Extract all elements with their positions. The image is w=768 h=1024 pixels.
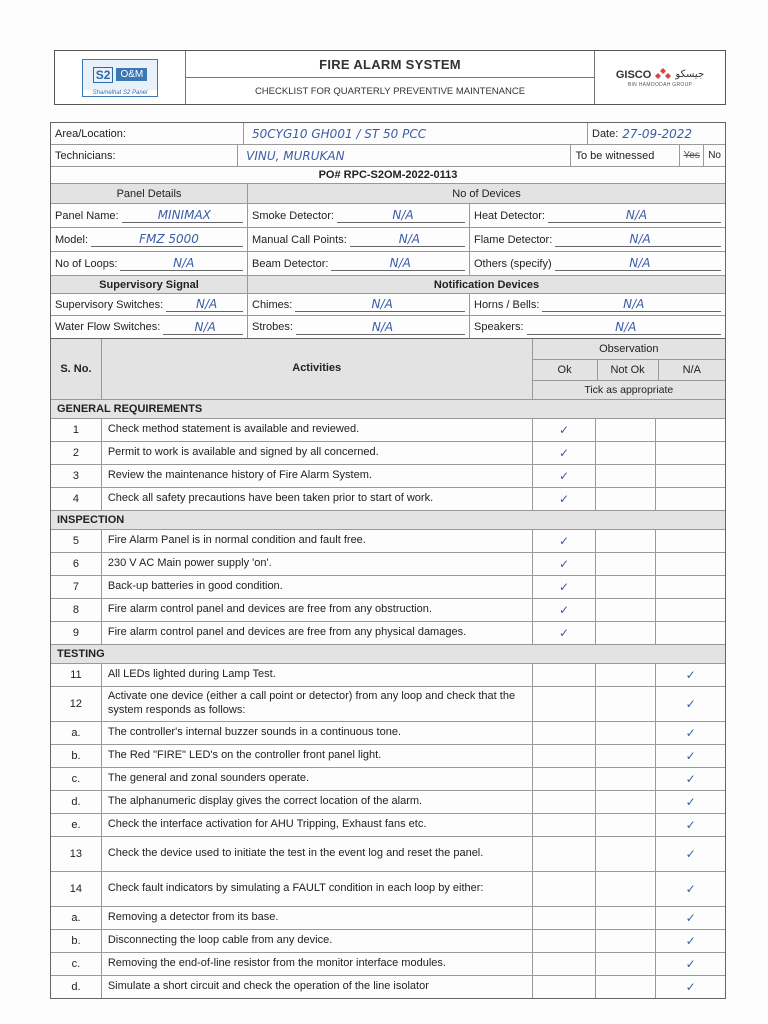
strobes-label: Strobes: (252, 321, 293, 333)
gisco-logo (594, 51, 725, 104)
activity-row (51, 488, 725, 511)
chimes-label: Chimes: (252, 298, 293, 311)
observation-header: Observation (533, 339, 725, 360)
activity-row (51, 976, 725, 998)
section-title: TESTING (51, 645, 725, 663)
smoke-detector-value: N/A (392, 208, 414, 222)
observation-ok-cell[interactable] (532, 722, 596, 744)
tick-icon: ✓ (685, 882, 696, 896)
activity-text: Fire alarm control panel and devices are free from any obstruction. (101, 599, 532, 621)
activity-text: Disconnecting the loop cable from any device. (101, 930, 532, 952)
activity-number: 9 (72, 627, 79, 639)
observation-ok-cell[interactable] (532, 488, 596, 510)
activity-number: 14 (69, 883, 83, 895)
observation-ok-cell[interactable] (532, 664, 596, 686)
tick-icon: ✓ (685, 697, 696, 711)
heat-detector-value: N/A (625, 208, 648, 222)
document-header (54, 50, 726, 105)
activity-row (51, 837, 725, 872)
activity-text: Fire alarm control panel and devices are free from any physical damages. (101, 622, 532, 644)
tick-icon: ✓ (558, 557, 570, 571)
observation-na-cell[interactable] (655, 814, 725, 836)
panel-name-label: Panel Name: (55, 209, 119, 222)
others-field[interactable] (469, 252, 725, 275)
activity-text: Check the interface activation for AHU Tripping, Exhaust fans etc. (101, 814, 532, 836)
observation-ok-cell[interactable] (532, 791, 596, 813)
activity-text: Removing the end-of-line resistor from the monitor interface modules. (101, 953, 532, 975)
activities-header: Activities (101, 339, 532, 399)
activities-table (50, 338, 726, 999)
tick-icon: ✓ (685, 847, 696, 861)
flame-detector-label: Flame Detector: (474, 233, 553, 246)
tick-icon: ✓ (558, 603, 570, 617)
tick-icon: ✓ (685, 772, 696, 786)
activity-number: 11 (70, 669, 82, 681)
observation-na-cell[interactable] (655, 599, 725, 621)
section-title: INSPECTION (51, 511, 725, 529)
activity-number: d. (71, 796, 81, 808)
observation-not-ok-cell[interactable] (595, 622, 655, 644)
water-flow-switches-value: N/A (194, 319, 216, 334)
observation-not-ok-cell[interactable] (595, 488, 655, 510)
activity-number: 7 (72, 581, 79, 593)
tick-icon: ✓ (558, 446, 570, 460)
activity-text: Check the device used to initiate the test in the event log and reset the panel. (101, 837, 532, 871)
tick-icon: ✓ (558, 534, 570, 548)
activity-number: 13 (69, 848, 83, 860)
speakers-field[interactable] (469, 316, 725, 338)
activity-row (51, 814, 725, 837)
activity-row (51, 442, 725, 465)
supervisory-switches-field[interactable] (51, 294, 247, 315)
observation-not-ok-cell[interactable] (595, 419, 655, 441)
supervisory-heading: Supervisory Signal (99, 278, 199, 291)
gisco-logo-word: GISCO (615, 68, 652, 81)
notification-heading: Notification Devices (247, 276, 725, 293)
tick-icon: ✓ (685, 726, 696, 740)
speakers-label: Speakers: (474, 321, 524, 333)
observation-not-ok-cell[interactable] (595, 872, 655, 906)
observation-ok-cell[interactable] (532, 687, 596, 721)
activity-row (51, 768, 725, 791)
activity-row (51, 953, 725, 976)
observation-not-ok-cell[interactable] (595, 530, 655, 552)
document-title: FIRE ALARM SYSTEM (186, 51, 594, 78)
observation-na-cell[interactable] (655, 953, 725, 975)
heat-detector-field[interactable] (469, 204, 725, 227)
om-logo-mark: S2 (93, 67, 114, 83)
observation-ok-cell[interactable] (532, 553, 596, 575)
horns-bells-label: Horns / Bells: (474, 298, 540, 311)
date-label: Date: (592, 127, 619, 140)
horns-bells-field[interactable] (469, 294, 725, 315)
activity-text: The alphanumeric display gives the correct location of the alarm. (101, 791, 532, 813)
loops-field[interactable] (51, 252, 247, 275)
na-header: N/A (658, 360, 725, 380)
section-title: GENERAL REQUIREMENTS (51, 400, 725, 418)
activity-text: Simulate a short circuit and check the operation of the line isolator (101, 976, 532, 998)
observation-not-ok-cell[interactable] (595, 745, 655, 767)
water-flow-switches-label: Water Flow Switches: (55, 321, 161, 333)
observation-na-cell[interactable] (655, 872, 725, 906)
observation-not-ok-cell[interactable] (595, 907, 655, 929)
observation-not-ok-cell[interactable] (595, 791, 655, 813)
observation-na-cell[interactable] (655, 768, 725, 790)
manual-call-points-field[interactable] (247, 228, 469, 251)
activity-number: a. (71, 912, 81, 924)
activity-row (51, 664, 725, 687)
tick-icon: ✓ (685, 934, 696, 948)
observation-na-cell[interactable] (655, 530, 725, 552)
activity-row (51, 687, 725, 722)
panel-name-value: MINIMAX (157, 208, 211, 222)
activity-text: Back-up batteries in good condition. (101, 576, 532, 598)
po-number: PO# RPC-S2OM-2022-0113 (318, 169, 458, 181)
activities-header-row (51, 339, 725, 400)
heat-detector-label: Heat Detector: (474, 209, 545, 222)
observation-ok-cell[interactable] (532, 814, 596, 836)
model-label: Model: (55, 233, 89, 246)
activity-text: All LEDs lighted during Lamp Test. (101, 664, 532, 686)
observation-not-ok-cell[interactable] (595, 930, 655, 952)
activity-text: Removing a detector from its base. (101, 907, 532, 929)
activity-number: c. (71, 958, 81, 970)
activity-text: The Red "FIRE" LED's on the controller front panel light. (101, 745, 532, 767)
beam-detector-value: N/A (389, 256, 411, 270)
activity-row (51, 791, 725, 814)
activity-number: d. (71, 981, 81, 993)
observation-na-cell[interactable] (655, 465, 725, 487)
activity-row (51, 745, 725, 768)
activity-number: e. (71, 819, 81, 831)
activity-row (51, 599, 725, 622)
area-field[interactable] (243, 123, 587, 144)
observation-ok-cell[interactable] (532, 576, 596, 598)
observation-not-ok-cell[interactable] (595, 722, 655, 744)
loops-value: N/A (173, 256, 195, 270)
technicians-label: Technicians: (55, 149, 116, 162)
area-label: Area/Location: (55, 127, 126, 140)
observation-ok-cell[interactable] (532, 419, 596, 441)
activity-row (51, 872, 725, 907)
technicians-value: VINU, MURUKAN (246, 148, 345, 163)
tick-icon: ✓ (685, 795, 696, 809)
activity-row (51, 465, 725, 488)
tick-icon: ✓ (558, 423, 570, 437)
ok-header: Ok (557, 364, 572, 376)
manual-call-points-label: Manual Call Points: (252, 233, 347, 246)
section-row (51, 645, 725, 664)
activity-number: 6 (72, 558, 79, 570)
activity-row (51, 553, 725, 576)
observation-not-ok-cell[interactable] (595, 465, 655, 487)
activity-text: Check fault indicators by simulating a FAULT condition in each loop by either: (101, 872, 532, 906)
chimes-value: N/A (371, 297, 393, 311)
observation-ok-cell[interactable] (532, 768, 596, 790)
observation-na-cell[interactable] (655, 791, 725, 813)
activity-text: Check method statement is available and reviewed. (101, 419, 532, 441)
date-value: 27-09-2022 (622, 126, 693, 141)
section-row (51, 511, 725, 530)
observation-not-ok-cell[interactable] (595, 576, 655, 598)
activity-row (51, 576, 725, 599)
activity-number: 1 (72, 424, 79, 436)
activity-number: 4 (72, 493, 79, 505)
strobes-value: N/A (371, 319, 394, 334)
others-label: Others (specify) (474, 257, 552, 270)
date-field[interactable] (587, 123, 725, 144)
om-logo-tagline: Shamelhat S2 Panel (92, 89, 148, 96)
activity-number: a. (71, 727, 81, 739)
tick-note: Tick as appropriate (584, 384, 674, 396)
panel-details-heading: Panel Details (116, 187, 182, 200)
witness-yes-option[interactable]: Yes (679, 145, 703, 166)
not-ok-header: Not Ok (597, 360, 658, 380)
observation-na-cell[interactable] (655, 576, 725, 598)
om-logo-label: O&M (116, 68, 147, 81)
chimes-field[interactable] (247, 294, 469, 315)
beam-detector-field[interactable] (247, 252, 469, 275)
observation-ok-cell[interactable] (532, 745, 596, 767)
activity-number: 12 (69, 698, 83, 710)
witness-label: To be witnessed (570, 145, 679, 166)
activity-text: Fire Alarm Panel is in normal condition and fault free. (101, 530, 532, 552)
tick-icon: ✓ (685, 749, 696, 763)
observation-ok-cell[interactable] (532, 442, 596, 464)
observation-not-ok-cell[interactable] (595, 442, 655, 464)
activity-text: 230 V AC Main power supply 'on'. (101, 553, 532, 575)
observation-not-ok-cell[interactable] (595, 599, 655, 621)
smoke-detector-label: Smoke Detector: (252, 209, 334, 222)
area-value: 50CYG10 GH001 / ST 50 PCC (252, 126, 427, 141)
supervisory-switches-label: Supervisory Switches: (55, 298, 164, 311)
water-flow-switches-field[interactable] (51, 316, 247, 338)
observation-na-cell[interactable] (655, 442, 725, 464)
activity-text: Check all safety precautions have been taken prior to start of work. (101, 488, 532, 510)
activity-text: Permit to work is available and signed by all concerned. (101, 442, 532, 464)
activity-text: The controller's internal buzzer sounds in a continuous tone. (101, 722, 532, 744)
observation-not-ok-cell[interactable] (595, 837, 655, 871)
document-subtitle: CHECKLIST FOR QUARTERLY PREVENTIVE MAINTENANCE (254, 85, 526, 97)
supervisory-switches-value: N/A (195, 297, 218, 311)
observation-ok-cell[interactable] (532, 599, 596, 621)
tick-icon: ✓ (558, 469, 570, 483)
observation-na-cell[interactable] (655, 907, 725, 929)
activity-row (51, 622, 725, 645)
observation-na-cell[interactable] (655, 976, 725, 998)
observation-ok-cell[interactable] (532, 530, 596, 552)
observation-na-cell[interactable] (655, 553, 725, 575)
horns-bells-value: N/A (623, 297, 645, 311)
om-logo (82, 59, 158, 97)
activity-number: 3 (72, 470, 79, 482)
devices-heading: No of Devices (247, 184, 725, 203)
observation-na-cell[interactable] (655, 687, 725, 721)
activity-number: c. (71, 773, 81, 785)
observation-na-cell[interactable] (655, 622, 725, 644)
activity-row (51, 530, 725, 553)
om-logo-cell (55, 51, 186, 104)
observation-na-cell[interactable] (655, 930, 725, 952)
activity-text: The general and zonal sounders operate. (101, 768, 532, 790)
others-value: N/A (629, 256, 651, 270)
observation-na-cell[interactable] (655, 419, 725, 441)
tick-icon: ✓ (558, 626, 570, 640)
observation-na-cell[interactable] (655, 488, 725, 510)
beam-detector-label: Beam Detector: (252, 257, 329, 270)
details-form (50, 122, 726, 339)
observation-ok-cell[interactable] (532, 930, 596, 952)
observation-ok-cell[interactable] (532, 907, 596, 929)
observation-ok-cell[interactable] (532, 953, 596, 975)
observation-not-ok-cell[interactable] (595, 814, 655, 836)
activity-row (51, 907, 725, 930)
observation-ok-cell[interactable] (532, 837, 596, 871)
activity-number: 5 (72, 535, 79, 547)
smoke-detector-field[interactable] (247, 204, 469, 227)
tick-icon: ✓ (558, 492, 570, 506)
model-value: FMZ 5000 (139, 232, 199, 246)
panel-name-field[interactable] (51, 204, 247, 227)
tick-icon: ✓ (685, 980, 696, 994)
speakers-value: N/A (615, 319, 637, 334)
observation-na-cell[interactable] (655, 745, 725, 767)
tick-icon: ✓ (685, 911, 696, 925)
tick-icon: ✓ (685, 668, 696, 682)
activity-text: Activate one device (either a call point or detector) from any loop and check that the system responds as follows: (101, 687, 532, 721)
sno-header: S. No. (60, 363, 92, 375)
activity-row (51, 722, 725, 745)
observation-not-ok-cell[interactable] (595, 687, 655, 721)
observation-not-ok-cell[interactable] (595, 664, 655, 686)
observation-na-cell[interactable] (655, 722, 725, 744)
loops-label: No of Loops: (55, 257, 118, 270)
tick-icon: ✓ (685, 957, 696, 971)
activity-number: b. (71, 935, 81, 947)
observation-ok-cell[interactable] (532, 465, 596, 487)
activity-text: Review the maintenance history of Fire Alarm System. (101, 465, 532, 487)
manual-call-points-value: N/A (398, 232, 420, 246)
observation-not-ok-cell[interactable] (595, 768, 655, 790)
gisco-logo-tagline: BIN HAMOODAH GROUP (627, 81, 693, 88)
activity-row (51, 930, 725, 953)
tick-icon: ✓ (685, 818, 696, 832)
observation-na-cell[interactable] (655, 664, 725, 686)
flame-detector-value: N/A (629, 232, 651, 246)
observation-ok-cell[interactable] (532, 622, 596, 644)
activity-number: 2 (72, 447, 79, 459)
activity-number: b. (71, 750, 81, 762)
technicians-field[interactable] (237, 145, 570, 166)
section-row (51, 400, 725, 419)
observation-not-ok-cell[interactable] (595, 976, 655, 998)
observation-na-cell[interactable] (655, 837, 725, 871)
gisco-diamond-icon (655, 68, 671, 82)
witness-no-option[interactable]: No (703, 145, 725, 166)
activity-number: 8 (72, 604, 79, 616)
flame-detector-field[interactable] (469, 228, 725, 251)
gisco-logo-arabic: جيسكو (675, 69, 705, 80)
observation-ok-cell[interactable] (532, 976, 596, 998)
observation-not-ok-cell[interactable] (595, 553, 655, 575)
tick-icon: ✓ (558, 580, 570, 594)
strobes-field[interactable] (247, 316, 469, 338)
observation-not-ok-cell[interactable] (595, 953, 655, 975)
observation-ok-cell[interactable] (532, 872, 596, 906)
model-field[interactable] (51, 228, 247, 251)
activity-row (51, 419, 725, 442)
